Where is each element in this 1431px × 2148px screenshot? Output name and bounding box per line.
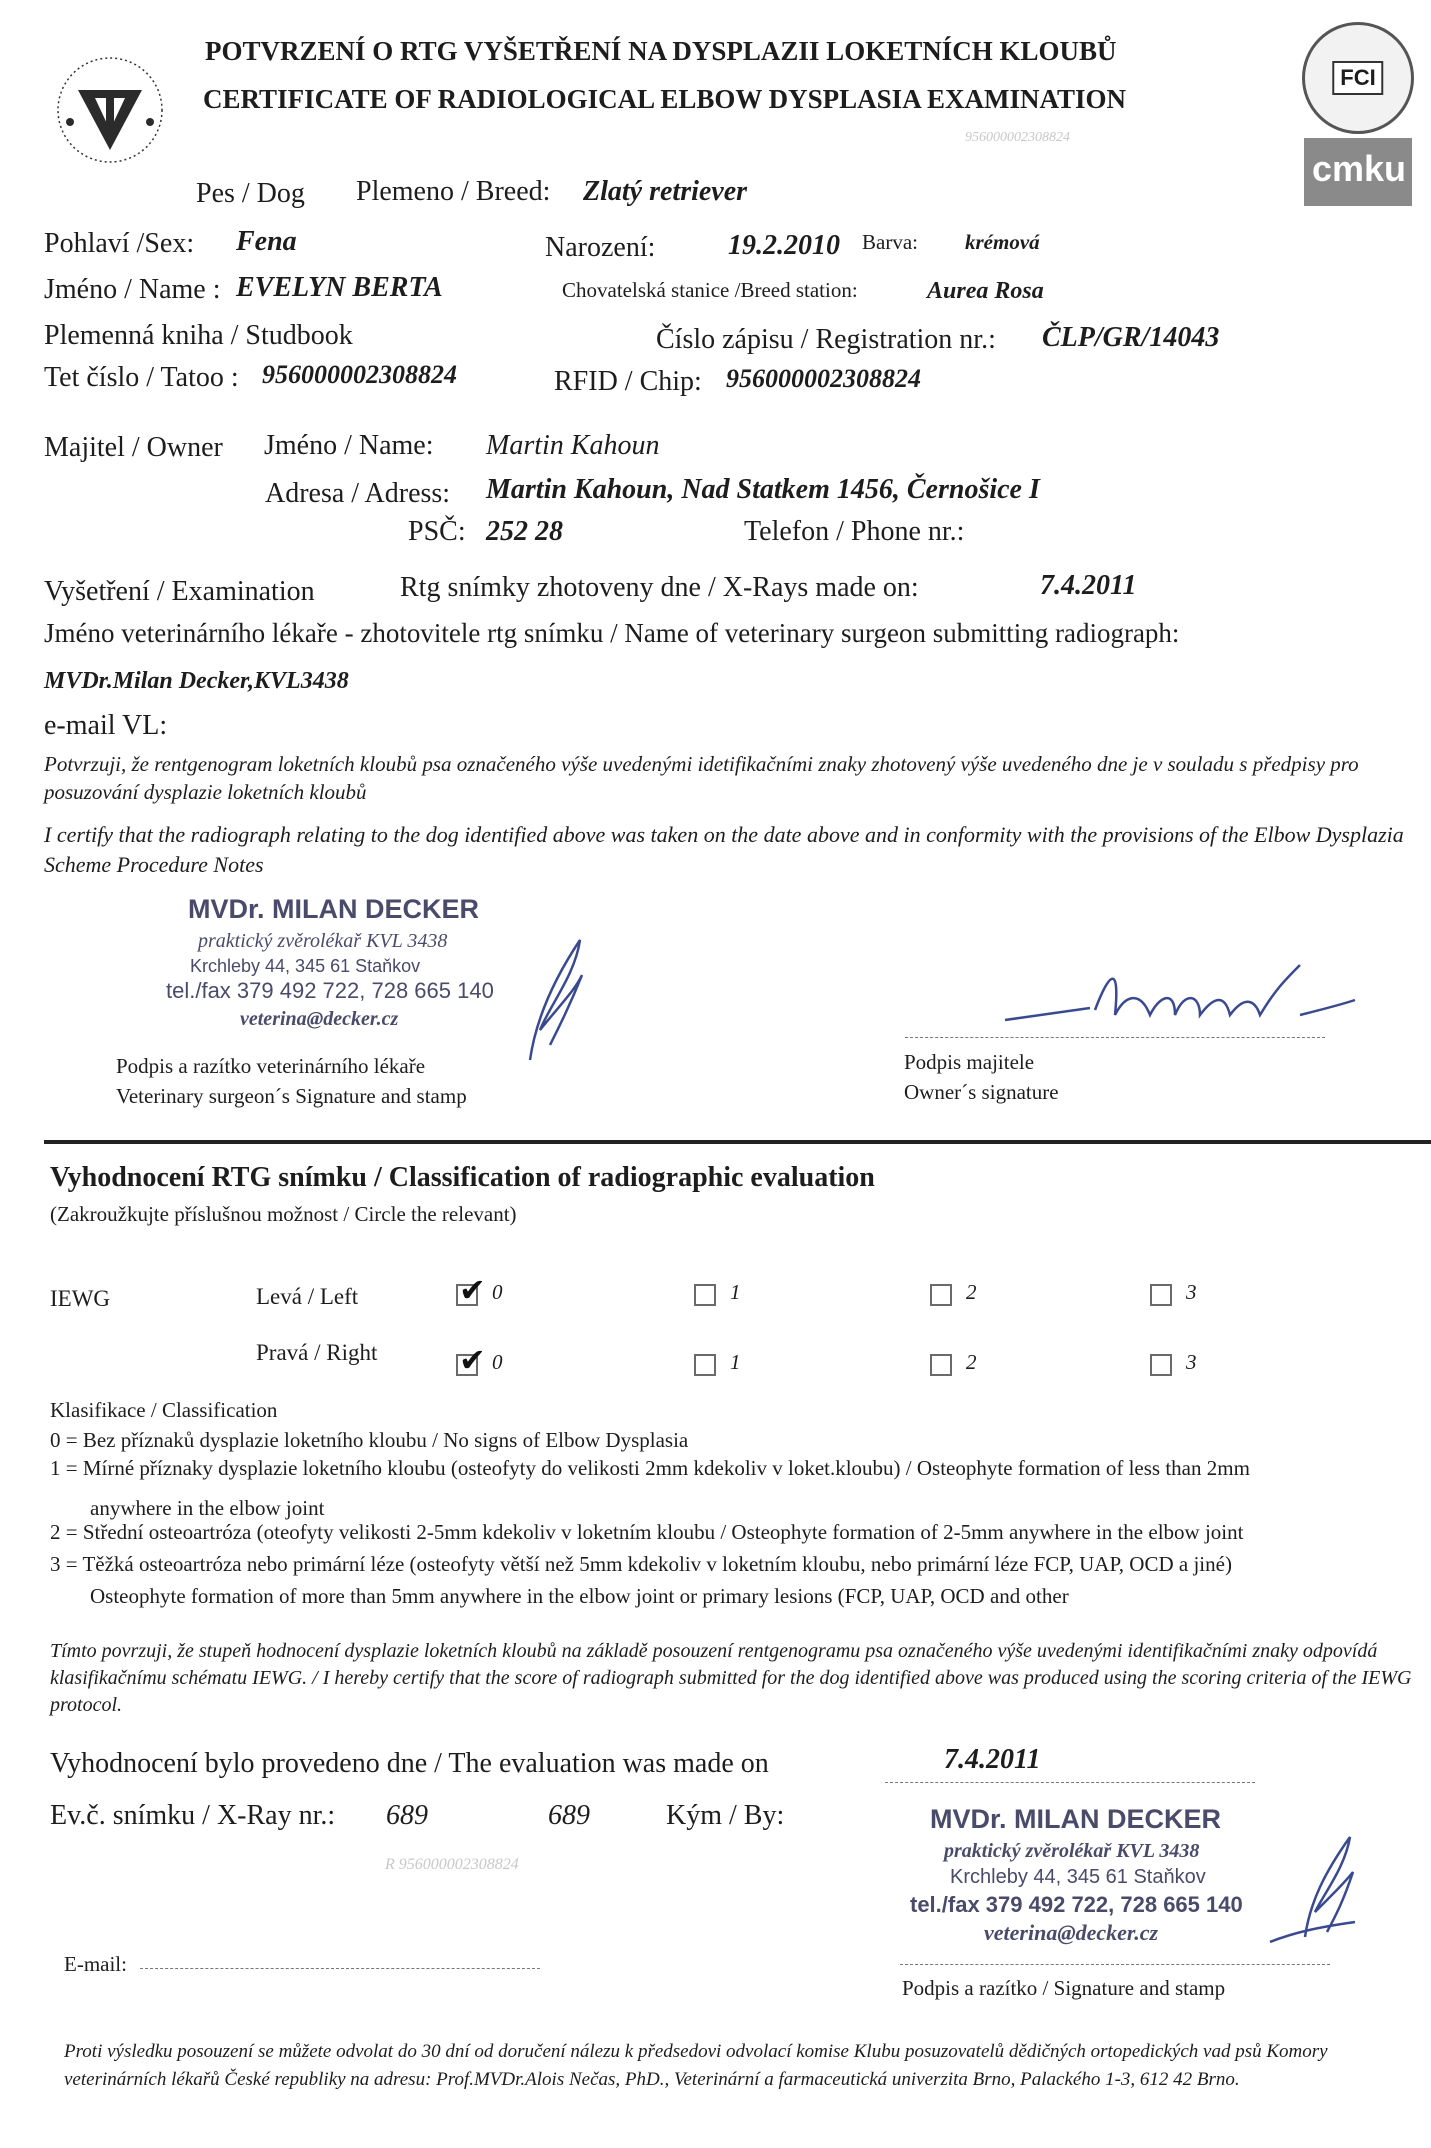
address-label: Adresa / Adress:	[265, 478, 451, 509]
name-value: EVELYN BERTA	[236, 272, 443, 303]
color-value: krémová	[965, 230, 1040, 254]
studbook-label: Plemenná kniha / Studbook	[44, 320, 353, 351]
classification-1-continued: anywhere in the elbow joint	[90, 1496, 325, 1520]
vet-name-value: MVDr.Milan Decker,KVL3438	[44, 668, 349, 694]
declaration-czech: Potvrzuji, že rentgenogram loketních kloubů psa označeného výše uvedenými idetifikačními znaky zhotovený výše uvedeného dne je v souladu s předpisy pro posuzování dysplazie loketních kloubů	[44, 752, 1359, 804]
stamp-line-3: tel./fax 379 492 722, 728 665 140	[166, 978, 494, 1003]
owner-name-value: Martin Kahoun	[486, 430, 660, 461]
title-english: CERTIFICATE OF RADIOLOGICAL ELBOW DYSPLASIA EXAMINATION	[203, 84, 1126, 114]
registration-value: ČLP/GR/14043	[1042, 322, 1220, 353]
faint-stamp-number: R 956000002308824	[385, 1856, 519, 1873]
vet-name-label: Jméno veterinárního lékaře - zhotovitele rtg snímku / Name of veterinary surgeon submitting radiograph:	[44, 618, 1180, 648]
stamp-line-4: veterina@decker.cz	[984, 1920, 1159, 1945]
owner-label: Majitel / Owner	[44, 432, 223, 463]
stamp-line-4: veterina@decker.cz	[240, 1008, 399, 1030]
right-label: Pravá / Right	[256, 1340, 378, 1365]
grade-checkbox-right-3[interactable]	[1150, 1354, 1172, 1376]
classification-label: Klasifikace / Classification	[50, 1398, 278, 1422]
owner-signature-line	[905, 1037, 1325, 1039]
certify-statement: Tímto povrzuji, že stupeň hodnocení dysplazie loketních kloubů na základě posouzení rentgenogramu psa označeného výše uvedenými identifikačními znaky odpovídá klasifikačnímu schématu IEWG. / I hereby certify that the score of radiograph submitted for the dog identified above was produced using the scoring criteria of the IEWG protocol.	[50, 1640, 1412, 1716]
dog-label: Pes / Dog	[196, 178, 305, 209]
grade-label-right-0: 0	[492, 1350, 503, 1374]
grade-checkbox-right-2[interactable]	[930, 1354, 952, 1376]
vet-signature-scribble	[520, 935, 600, 1065]
vet-signature-label-en: Veterinary surgeon´s Signature and stamp	[116, 1084, 467, 1108]
evaluator-signature-scribble	[1265, 1832, 1365, 1952]
stamp-line-1: praktický zvěrolékař KVL 3438	[944, 1840, 1200, 1862]
stamp-line-2: Krchleby 44, 345 61 Staňkov	[950, 1866, 1206, 1888]
vet-signature-label-cz: Podpis a razítko veterinárního lékaře	[116, 1054, 426, 1078]
xray-nr-value-2: 689	[548, 1800, 590, 1831]
title-czech: POTVRZENÍ O RTG VYŠETŘENÍ NA DYSPLAZII LOKETNÍCH KLOUBŮ	[205, 36, 1117, 66]
grade-label-left-3: 3	[1186, 1280, 1197, 1304]
declaration-english: I certify that the radiograph relating to the dog identified above was taken on the date above and in conformity with the provisions of the Elbow Dysplazia Scheme Procedure Notes	[44, 822, 1404, 877]
evaluation-date-value: 7.4.2011	[944, 1744, 1041, 1775]
chip-label: RFID / Chip:	[554, 366, 702, 397]
station-value: Aurea Rosa	[927, 278, 1044, 304]
stamp-name: MVDr. MILAN DECKER	[930, 1804, 1222, 1834]
classification-0: 0 = Bez příznaků dysplazie loketního kloubu / No signs of Elbow Dysplasia	[50, 1428, 689, 1452]
owner-signature-label-en: Owner´s signature	[904, 1080, 1059, 1104]
email-label: E-mail:	[64, 1952, 127, 1976]
grade-label-left-0: 0	[492, 1280, 503, 1304]
birth-value: 19.2.2010	[728, 230, 840, 261]
left-label: Levá / Left	[256, 1284, 359, 1309]
evaluator-signature-line	[900, 1964, 1330, 1966]
grade-checkbox-right-0[interactable]	[456, 1341, 486, 1379]
fci-label: FCI	[1340, 65, 1376, 90]
xray-date-value: 7.4.2011	[1040, 570, 1137, 601]
grade-checkbox-left-3[interactable]	[1150, 1284, 1172, 1306]
scheme-label: IEWG	[50, 1286, 111, 1311]
breed-value: Zlatý retriever	[583, 176, 748, 207]
email-line	[140, 1968, 540, 1970]
grade-label-left-2: 2	[966, 1280, 977, 1304]
by-label: Kým / By:	[666, 1800, 785, 1831]
check-mark-icon: ✔	[459, 1341, 486, 1379]
owner-signature-scribble	[1000, 960, 1360, 1040]
grade-label-right-3: 3	[1186, 1350, 1197, 1374]
classification-3-continued: Osteophyte formation of more than 5mm anywhere in the elbow joint or primary lesions (FCP, UAP, OCD and other	[90, 1584, 1069, 1608]
chip-value: 956000002308824	[726, 364, 921, 393]
address-value: Martin Kahoun, Nad Statkem 1456, Černošice I	[486, 474, 1040, 505]
birth-label: Narození:	[545, 232, 656, 263]
cmku-logo	[1304, 138, 1412, 206]
xray-nr-value-1: 689	[386, 1800, 428, 1831]
breed-label: Plemeno / Breed:	[356, 176, 551, 207]
sex-label: Pohlaví /Sex:	[44, 228, 195, 259]
xray-date-label: Rtg snímky zhotoveny dne / X-Rays made on:	[400, 572, 919, 603]
cmku-label: cmku	[1312, 148, 1407, 189]
stamp-line-1: praktický zvěrolékař KVL 3438	[198, 930, 448, 952]
tatoo-value: 956000002308824	[262, 360, 457, 389]
sex-value: Fena	[236, 226, 297, 257]
grade-checkbox-left-0[interactable]	[456, 1271, 486, 1309]
classification-1: 1 = Mírné příznaky dysplazie loketního kloubu (osteofyty do velikosti 2mm kdekoliv v loket.kloubu) / Osteophyte formation of less than 2mm	[50, 1456, 1250, 1480]
stamp-line-2: Krchleby 44, 345 61 Staňkov	[190, 956, 421, 976]
zip-label: PSČ:	[408, 516, 466, 547]
zip-value: 252 28	[486, 516, 563, 547]
evaluation-title: Vyhodnocení RTG snímku / Classification of radiographic evaluation	[50, 1162, 875, 1193]
vet-email-label: e-mail VL:	[44, 710, 168, 741]
evaluation-date-underline	[885, 1782, 1255, 1784]
stamp-line-3: tel./fax 379 492 722, 728 665 140	[910, 1892, 1243, 1917]
examination-label: Vyšetření / Examination	[44, 576, 315, 607]
tatoo-label: Tet číslo / Tatoo :	[44, 362, 239, 393]
classification-3: 3 = Těžká osteoartróza nebo primární léze (osteofyty větší než 5mm kdekoliv v loketním kloubu, nebo primární léze FCP, UAP, OCD a jiné)	[50, 1552, 1232, 1576]
evaluation-subtitle: (Zakroužkujte příslušnou možnost / Circle the relevant)	[50, 1202, 517, 1226]
phone-label: Telefon / Phone nr.:	[744, 516, 965, 547]
evaluation-date-label: Vyhodnocení bylo provedeno dne / The evaluation was made on	[50, 1748, 769, 1779]
grade-label-right-2: 2	[966, 1350, 977, 1374]
section-divider	[44, 1140, 1431, 1144]
classification-2: 2 = Střední osteoartróza (oteofyty velikosti 2-5mm kdekoliv v loketním kloubu / Osteophyte formation of 2-5mm anywhere in the elbow joint	[50, 1520, 1244, 1544]
fci-logo	[1302, 22, 1414, 134]
grade-label-left-1: 1	[730, 1280, 741, 1304]
grade-checkbox-right-1[interactable]	[694, 1354, 716, 1376]
appeal-notice: Proti výsledku posouzení se můžete odvolat do 30 dní od doručení nálezu k předsedovi odvolací komise Klubu posuzovatelů dědičných ortopedických vad psů Komory veterinárních lékařů České republiky na adresu: Prof.MVDr.Alois Nečas, PhD., Veterinární a farmaceutická univerzita Brno, Palackého 1-3, 612 42 Brno.	[64, 2041, 1328, 2090]
grade-checkbox-left-1[interactable]	[694, 1284, 716, 1306]
owner-signature-label-cz: Podpis majitele	[904, 1050, 1035, 1074]
faint-chip-number: 956000002308824	[965, 130, 1070, 145]
grade-label-right-1: 1	[730, 1350, 741, 1374]
evaluator-signature-label: Podpis a razítko / Signature and stamp	[902, 1976, 1226, 2000]
owner-name-label: Jméno / Name:	[264, 430, 434, 461]
xray-nr-label: Ev.č. snímku / X-Ray nr.:	[50, 1800, 336, 1831]
name-label: Jméno / Name :	[44, 274, 221, 305]
check-mark-icon: ✔	[459, 1271, 486, 1309]
registration-label: Číslo zápisu / Registration nr.:	[656, 324, 996, 355]
station-label: Chovatelská stanice /Breed station:	[562, 278, 858, 302]
color-label: Barva:	[862, 230, 918, 254]
stamp-name: MVDr. MILAN DECKER	[188, 894, 480, 924]
czech-club-logo	[40, 50, 180, 170]
grade-checkbox-left-2[interactable]	[930, 1284, 952, 1306]
